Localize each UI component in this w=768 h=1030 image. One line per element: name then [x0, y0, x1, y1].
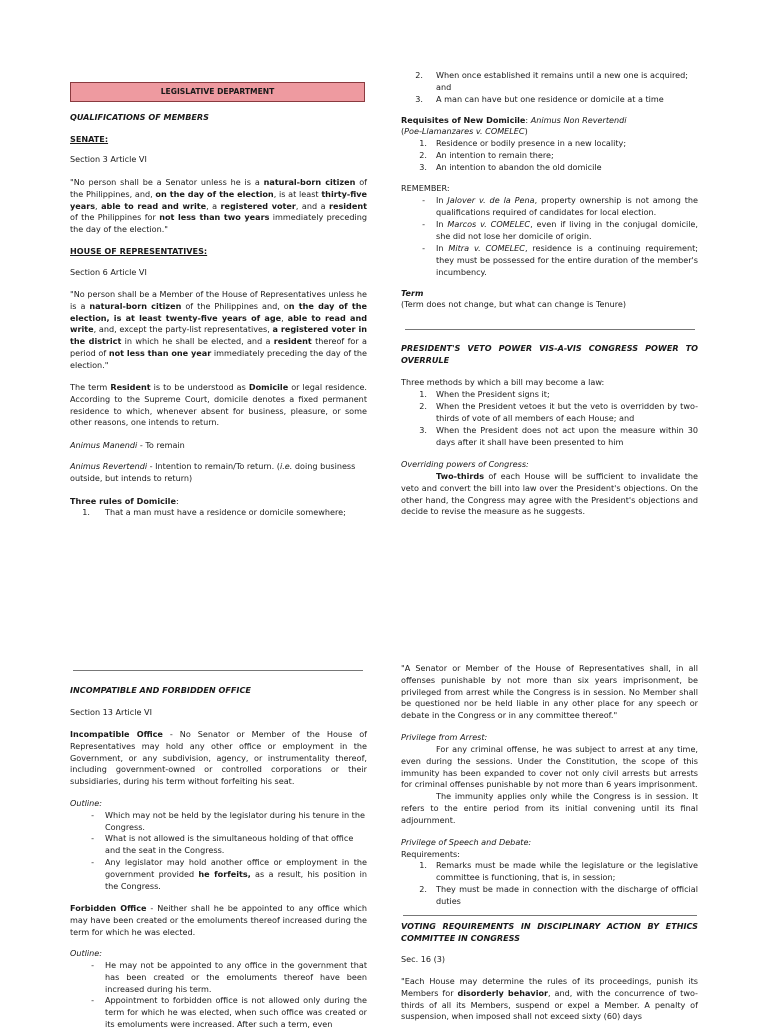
voting-heading: VOTING REQUIREMENTS IN DISCIPLINARY ACTION BY ETHICS COMMITTEE IN CONGRESS: [401, 921, 698, 943]
arrest-text-1: For any criminal offense, he was subject to arrest at any time, even during the sessions. Under the Constitution, the scope of this immunity has been expanded to cover not only civil arrests but arrests for criminal offenses punishable by not more than 6 years imprisonment.: [401, 744, 698, 790]
arrest-text-2: The immunity applies only while the Congress is in session. It refers to the entire period from its initial convening until its final adjournment.: [401, 791, 698, 825]
qualifications-heading: QUALIFICATIONS OF MEMBERS: [70, 112, 209, 122]
term-note: (Term does not change, but what can change is Tenure): [401, 299, 627, 309]
section-16-label: Sec. 16 (3): [401, 954, 446, 964]
section-6-label: Section 6 Article VI: [70, 267, 147, 277]
three-rules-heading: Three rules of Domicile:: [70, 496, 179, 506]
section-16-text: "Each House may determine the rules of its proceedings, punish its Members for disorderly behavior, and, with the concurrence of two-thirds of all its Members, suspend or expel a Member. A penalty of suspension, when imposed shall not exceed sixty (60) days: [401, 976, 698, 1022]
divider: [405, 329, 695, 330]
forbidden-definition: Forbidden Office - Neither shall he be appointed to any office which may have been created or the emoluments thereof increased during the term for which he was elected.: [70, 903, 367, 937]
senate-heading: SENATE:: [70, 134, 109, 144]
animus-revertendi: Animus Revertendi - Intention to remain/To return. (i.e. doing business outside, but intends to return): [70, 461, 356, 483]
house-qualification: "No person shall be a Member of the House of Representatives unless he is a natural-born citizen of the Philippines and, on the day of the election, is at least twenty-five years of age, able to read and write, and, except the party-list representatives, a registered voter in the district in which he shall be elected, and a resident thereof for a period of not less than one year immediately preceding the day of the election.": [70, 289, 368, 370]
outline-label: Outline:: [70, 798, 103, 808]
three-methods-intro: Three methods by which a bill may become a law:: [401, 377, 605, 387]
section-header: [70, 82, 365, 102]
privilege-arrest-heading: Privilege from Arrest:: [401, 732, 488, 742]
term-heading: Term: [401, 288, 424, 298]
divider: [403, 915, 697, 916]
house-heading: HOUSE OF REPRESENTATIVES:: [70, 246, 208, 256]
header-text: LEGISLATIVE DEPARTMENT: [160, 87, 275, 96]
arrest-quote: "A Senator or Member of the House of Representatives shall, in all offenses punishable by not more than six years imprisonment, be privileged from arrest while the Congress is in session. No Member shall be questioned nor be held liable in any other place for any speech or debate in the Congress or in any committee thereof.": [401, 663, 698, 721]
incompatible-definition: Incompatible Office - No Senator or Member of the House of Representatives may hold any other office or employment in the Government, or any subdivision, agency, or instrumentality thereof, including government-owned or controlled corporations or their subsidiaries, during his term without forfeiting his seat.: [70, 729, 368, 787]
section-13-label: Section 13 Article VI: [70, 707, 152, 717]
divider: [73, 670, 363, 671]
overriding-text: Two-thirds of each House will be sufficient to invalidate the veto and convert the bill into law over the President's objections. On the other hand, the Congress may agree with the President's objections and decide to revise the measure as he suggests.: [401, 471, 698, 517]
document-page: LEGISLATIVE DEPARTMENT QUALIFICATIONS OF MEMBERS SENATE: Section 3 Article VI "No person shall be a Senator unless he is a natural-born citizen of the Philippines, and, on the day of the election, is at least thirty-five years, able to read and write, a registered voter, and a resident of the Philippines for not less than two years immediately preceding the day of the election." HOUSE OF REPRESENTATIVES: Section 6 Article VI "No person shall be a Member of the House of Representatives unless he is a natural-born citizen of the Philippines and, on the day of the election, is at least twenty-five years of age, able to read and write, and, except the party-list representatives, a registered voter in the district in which he shall be elected, and a resident thereof for a period of not less than one year immediately preceding the day of the election." The term Resident is to be understood as Domicile or legal residence. According to the Supreme Court, domicile denotes a fixed permanent residence to which, whenever absent for business, pleasure, or some other reasons, one intends to return. Animus Manendi - To remain Animus Revertendi - Intention to remain/To return. (i.e. doing business outside, but intends to return) Three rules of Domicile: 1. That a man must have a residence or domicile somewhere; 2. When once established it remains until a new one is acquired; and 3. A man can have but one residence or domicile at a time Requisites of New Domicile: Animus Non Revertendi (Poe-Llamanzares v. COMELEC) 1. Residence or bodily presence in a new locality; 2. An intention to remain there; 3. An intention to abandon the old domicile REMEMBER: - In Jalover v. de la Pena, property ownership is not among the qualifications required of candidates for local election. - In Marcos v. COMELEC, even if living in the conjugal domicile, she did not lose her domicile of origin. - In Mitra v. COMELEC, residence is a continuing requirement; they must be possessed for the entire duration of the member's incumbency. Term (Term does not change, but what can change is Tenure) PRESIDENT'S VETO POWER VIS-A-VIS CONGRESS POWER TO OVERRULE Three methods by which a bill may become a law: 1. When the President signs it; 2. When the President vetoes it but the veto is overridden by two-thirds of vote of all members of each House; and 3. When the President does not act upon the measure within 30 days after it shall have been presented to him Overriding powers of Congress: Two-thirds of each House will be sufficient to invalidate the veto and convert the bill into law over the President's objections. On the other hand, the Congress may agree with the President's objections and decide to revise the measure as he suggests. INCOMPATIBLE AND FORBIDDEN OFFICE Section 13 Article VI Incompatible Office - No Senator or Member of the House of Representatives may hold any other office or employment in the Government, or any subdivision, agency, or instrumentality thereof, including government-owned or controlled corporations or their subsidiaries, during his term without forfeiting his seat. Outline: - Which may not be held by the legislator during his tenure in the Congress. - What is not allowed is the simultaneous holding of that office and the seat in the Congress. - Any legislator may hold another office or employment in the government provided he forfeits, as a result, his position in the Congress. Forbidden Office - Neither shall he be appointed to any office which may have been created or the emoluments thereof increased during the term for which he was elected. Outline: - He may not be appointed to any office in the government that has been created or the emoluments thereof have been increased during his term. - Appointment to forbidden office is not allowed only during the term for which he was elected, when such office was created or its emoluments were increased. After such a term, even "A Senator or Member of the House of Representatives shall, in all offenses punishable by not more than six years imprisonment, be privileged from arrest while the Congress is in session. No Member shall be questioned nor be held liable in any other place for any speech or debate in the Congress or in any committee thereof." Privilege from Arrest: For any criminal offense, he was subject to arrest at any time, even during the sessions. Under the Constitution, the scope of this immunity has been expanded to cover not only civil arrests but arrests for criminal offenses punishable by not more than 6 years imprisonment. The immunity applies only while the Congress is in session. It refers to the entire period from its initial convening until its final adjournment. Privilege of Speech and Debate: Requirements: 1. Remarks must be made while the legislature or the legislative committee is functioning, that is, in session; 2. They must be made in connection with the discharge of official duties VOTING REQUIREMENTS IN DISCIPLINARY ACTION BY ETHICS COMMITTEE IN CONGRESS Sec. 16 (3) "Each House may determine the rules of its proceedings, punish its Members for disorderly behavior, and, with the concurrence of two-thirds of all its Members, suspend or expel a Member. A penalty of suspension, when imposed shall not exceed sixty (60) days: [70, 70, 699, 1029]
resident-definition: The term Resident is to be understood as Domicile or legal residence. According to the Supreme Court, domicile denotes a fixed permanent residence to which, whenever absent for business, pleasure, or some other reasons, one intends to return.: [70, 382, 368, 428]
incompatible-heading: INCOMPATIBLE AND FORBIDDEN OFFICE: [70, 685, 251, 695]
animus-manendi: Animus Manendi - To remain: [70, 440, 185, 450]
requisites-heading: Requisites of New Domicile: Animus Non Revertendi: [401, 115, 627, 125]
section-3-label: Section 3 Article VI: [70, 154, 147, 164]
privilege-speech-heading: Privilege of Speech and Debate:: [401, 837, 532, 847]
remember-heading: REMEMBER:: [401, 183, 450, 193]
requisites-case: (Poe-Llamanzares v. COMELEC): [401, 126, 528, 136]
senate-qualification: "No person shall be a Senator unless he is a natural-born citizen of the Philippines, and, on the day of the election, is at least thirty-five years, able to read and write, a registered voter, and a resident of the Philippines for not less than two years immediately preceding the day of the election.": [70, 177, 368, 235]
requirements-label: Requirements:: [401, 849, 460, 859]
veto-heading: PRESIDENT'S VETO POWER VIS-A-VIS CONGRESS POWER TO OVERRULE: [401, 343, 698, 365]
outline-label: Outline:: [70, 948, 103, 958]
overriding-heading: Overriding powers of Congress:: [401, 459, 529, 469]
